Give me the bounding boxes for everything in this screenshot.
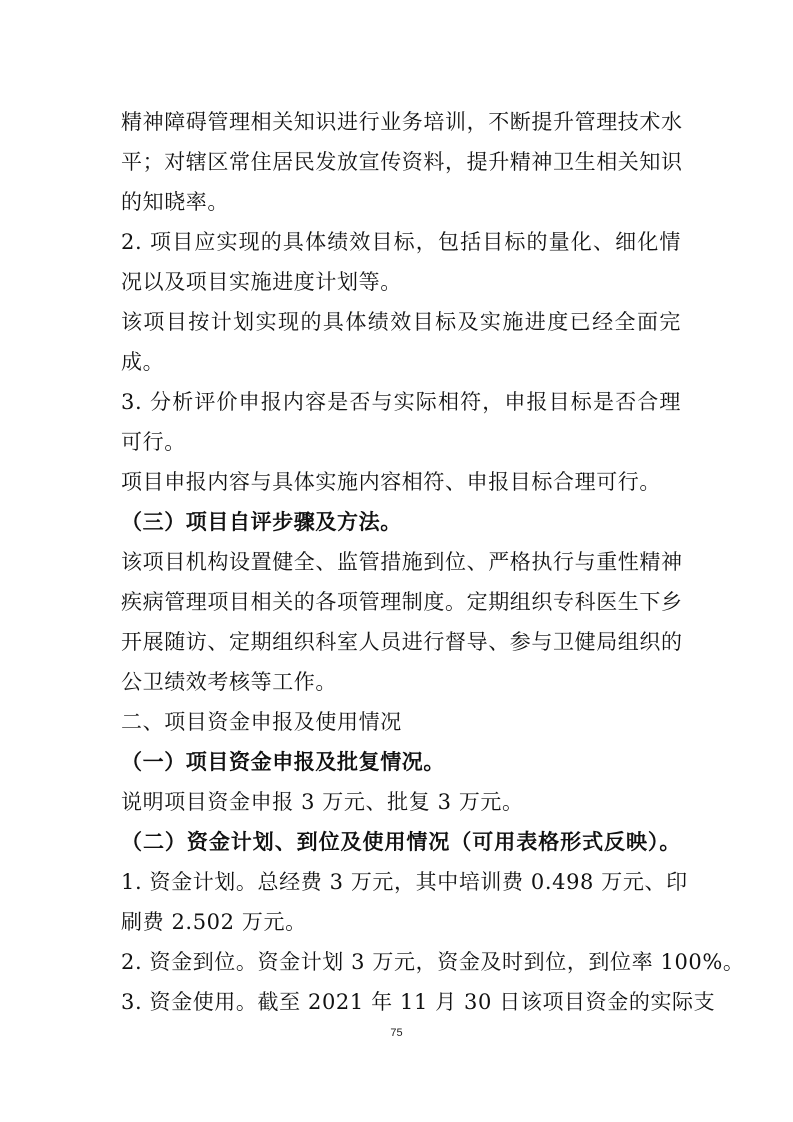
paragraph-line: 3. 资金使用。截至 2021 年 11 月 30 日该项目资金的实际支 [121,990,716,1014]
paragraph-line: 疾病管理项目相关的各项管理制度。定期组织专科医生下乡 [121,590,683,614]
paragraph-line: 1. 资金计划。总经费 3 万元，其中培训费 0.498 万元、印 [121,870,688,894]
paragraph-line: 精神障碍管理相关知识进行业务培训，不断提升管理技术水 [121,110,683,134]
paragraph-line: 该项目机构设置健全、监管措施到位、严格执行与重性精神 [121,550,683,574]
paragraph-line: 况以及项目实施进度计划等。 [121,270,402,294]
paragraph-line: 该项目按计划实现的具体绩效目标及实施进度已经全面完 [121,310,681,334]
paragraph-line: 成。 [121,350,165,374]
paragraph-line: 平；对辖区常住居民发放宣传资料，提升精神卫生相关知识 [121,150,683,174]
paragraph-line: 2. 项目应实现的具体绩效目标，包括目标的量化、细化情 [121,230,681,254]
paragraph-line: 3. 分析评价申报内容是否与实际相符，申报目标是否合理 [121,390,681,414]
page-number: 75 [390,1027,403,1039]
chapter-heading: 二、项目资金申报及使用情况 [121,710,402,734]
paragraph-line: 说明项目资金申报 3 万元、批复 3 万元。 [121,790,524,814]
paragraph-line: 项目申报内容与具体实施内容相符、申报目标合理可行。 [121,470,661,494]
section-heading: （二）资金计划、到位及使用情况（可用表格形式反映）。 [121,830,681,854]
paragraph-line: 公卫绩效考核等工作。 [121,670,337,694]
paragraph-line: 的知晓率。 [121,190,229,214]
paragraph-line: 可行。 [121,430,186,454]
paragraph-line: 刷费 2.502 万元。 [121,910,307,934]
paragraph-line: 开展随访、定期组织科室人员进行督导、参与卫健局组织的 [121,630,683,654]
paragraph-line: 2. 资金到位。资金计划 3 万元，资金及时到位，到位率 100%。 [121,950,745,974]
section-heading: （三）项目自评步骤及方法。 [121,510,402,534]
section-heading: （一）项目资金申报及批复情况。 [121,750,445,774]
